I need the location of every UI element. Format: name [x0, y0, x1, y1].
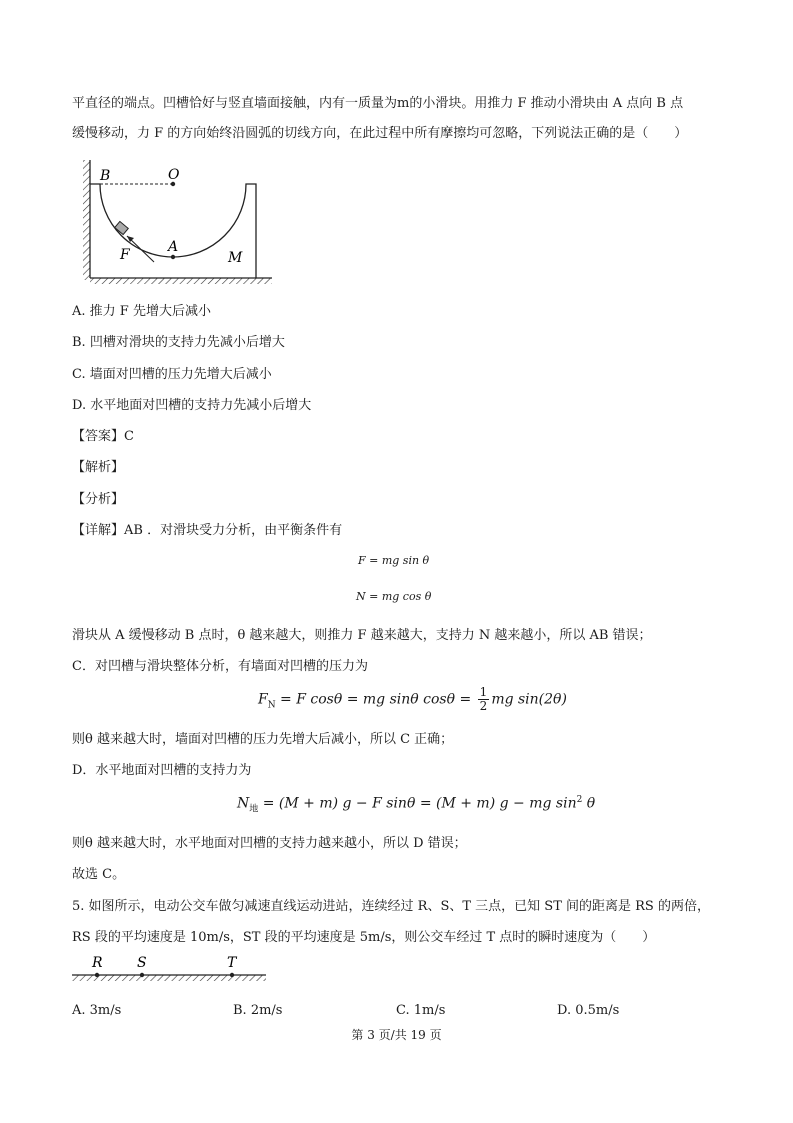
track-figure	[72, 953, 268, 989]
equation-fn	[258, 686, 567, 713]
fenxi-heading: 【分析】	[72, 492, 125, 507]
label-o: O	[168, 167, 180, 183]
eq3-right: mg sin(2θ)	[491, 691, 567, 708]
detail-line: 【详解】AB ．对滑块受力分析，由平衡条件有	[72, 523, 343, 538]
wall-hatch	[83, 160, 90, 280]
jiexi-heading: 【解析】	[72, 460, 125, 475]
q4-option-a: A. 推力 F 先增大后减小	[72, 304, 211, 319]
point-r	[95, 973, 99, 977]
point-t	[230, 973, 234, 977]
solution-text-2: C．对凹槽与滑块整体分析，有墙面对凹槽的压力为	[72, 659, 368, 674]
q4-option-b: B. 凹槽对滑块的支持力先减小后增大	[72, 335, 285, 350]
solution-text-3: 则θ 越来越大时，墙面对凹槽的压力先增大后减小，所以 C 正确；	[72, 732, 454, 747]
page-footer: 第 3 页/共 19 页	[351, 1028, 442, 1042]
eq3-sub: N	[267, 700, 276, 711]
q5-choice-a: A. 3m/s	[72, 1003, 122, 1018]
eq3-mid: = F cosθ = mg sinθ cosθ =	[275, 691, 476, 708]
solution-text-5: 则θ 越来越大时，水平地面对凹槽的支持力越来越小，所以 D 错误；	[72, 836, 467, 851]
label-f: F	[120, 247, 130, 263]
label-b: B	[100, 168, 111, 184]
equation-n: N = mg cos θ	[356, 590, 432, 603]
eq4-body: = (M + m) g − F sinθ = (M + m) g − mg sin	[258, 795, 577, 812]
label-s: S	[137, 955, 147, 971]
q5-text-line-2: RS 段的平均速度是 10m/s，ST 段的平均速度是 5m/s，则公交车经过 T 点时的瞬时速度为（ ）	[72, 930, 656, 945]
q4-text-line-2: 缓慢移动，力 F 的方向始终沿圆弧的切线方向，在此过程中所有摩擦均可忽略，下列说法正确的是（ ）	[72, 126, 688, 141]
track-hatch	[72, 975, 266, 981]
q5-choice-b: B. 2m/s	[233, 1003, 283, 1018]
label-a: A	[168, 239, 179, 255]
ground-hatch	[90, 278, 272, 284]
q4-text-line-1: 平直径的端点。凹槽恰好与竖直墙面接触，内有一质量为m的小滑块。用推力 F 推动小滑块由 A 点向 B 点	[72, 96, 684, 111]
eq4-end: θ	[582, 795, 596, 812]
eq4-sup: 2	[576, 795, 583, 805]
q4-option-d: D. 水平地面对凹槽的支持力先减小后增大	[72, 398, 312, 413]
eq3-den: 2	[479, 699, 488, 713]
solution-text-6: 故选 C。	[72, 867, 126, 882]
groove-figure	[72, 158, 282, 288]
label-m: M	[228, 250, 243, 266]
answer-line: 【答案】C	[72, 429, 134, 444]
eq4-left: N	[237, 795, 250, 812]
q4-option-c: C. 墙面对凹槽的压力先增大后减小	[72, 367, 272, 382]
eq3-num: 1	[479, 685, 488, 699]
solution-text-1: 滑块从 A 缓慢移动 B 点时，θ 越来越大，则推力 F 越来越大，支持力 N 越来越小，所以 AB 错误；	[72, 628, 652, 643]
eq3-left: F	[258, 691, 268, 708]
point-a	[171, 255, 175, 259]
q5-choice-c: C. 1m/s	[396, 1003, 446, 1018]
equation-n-ground	[237, 795, 595, 814]
slider-block	[115, 221, 129, 234]
solution-text-4: D．水平地面对凹槽的支持力为	[72, 763, 252, 778]
eq3-fraction	[478, 686, 490, 713]
q5-choice-d: D. 0.5m/s	[557, 1003, 620, 1018]
label-t: T	[227, 955, 237, 971]
q5-text-line-1: 5. 如图所示，电动公交车做匀减速直线运动进站，连续经过 R、S、T 三点，已知 ST 间的距离是 RS 的两倍，	[72, 899, 710, 914]
label-r: R	[92, 955, 103, 971]
eq4-sub: 地	[249, 804, 259, 815]
point-s	[140, 973, 144, 977]
equation-f: F = mg sin θ	[358, 554, 430, 567]
